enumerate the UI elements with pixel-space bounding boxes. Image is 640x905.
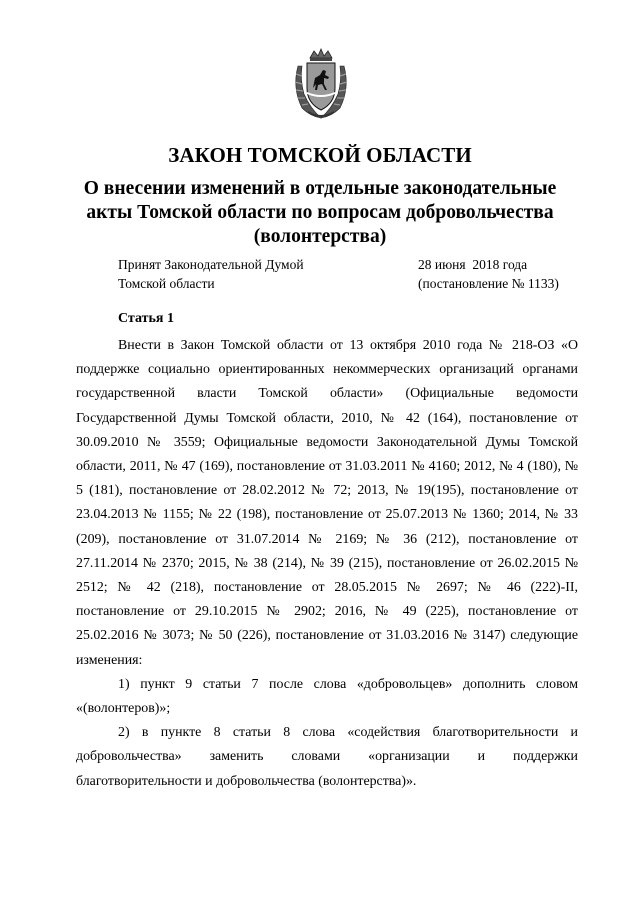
- subtitle-line: О внесении изменений в отдельные законодательные: [83, 178, 557, 199]
- article-item: 2) в пункте 8 статьи 8 слова «содействия благотворительности и добровольчества» заменить словами «организации и поддержки благотворительности и добровольчества (волонтерства)».: [76, 725, 578, 789]
- adopted-by-line: Принят Законодательной Думой: [118, 257, 304, 272]
- law-subtitle: [70, 177, 570, 249]
- article-heading: Статья 1: [118, 311, 174, 326]
- subtitle-line: акты Томской области по вопросам добровольчества: [86, 202, 554, 223]
- adoption-date: 28 июня 2018 года: [418, 257, 528, 272]
- article-paragraph: Внести в Закон Томской области от 13 октября 2010 года № 218-ОЗ «О поддержке социально ориентированных некоммерческих организаций органами государственной власти Томской области» (Официальные ведомости Государственной Думы Томской области, 2010, № 42 (164), постановление от 30.09.2010 № 3559; Официальные ведомости Законодательной Думы Томской области, 2011, № 47 (169), постановление от 31.03.2011 № 4160; 2012, № 4 (180), № 5 (181), постановление от 28.02.2012 № 72; 2013, № 19(195), постановление от 23.04.2013 № 1155; № 22 (198), постановление от 25.07.2013 № 1360; 2014, № 33 (209), постановление от 31.07.2014 № 2169; № 36 (212), постановление от 27.11.2014 № 2370; 2015, № 38 (214), № 39 (215), постановление от 26.02.2015 № 2512; № 42 (218), постановление от 28.05.2015 № 2697; № 46 (222)-II, постановление от 29.10.2015 № 2902; 2016, № 49 (225), постановление от 25.02.2016 № 3073; № 50 (226), постановление от 31.03.2016 № 3147) следующие изменения:: [76, 338, 578, 668]
- law-title: ЗАКОН ТОМСКОЙ ОБЛАСТИ: [168, 143, 472, 167]
- article-body: [76, 334, 578, 794]
- adopted-by: [118, 255, 304, 293]
- subtitle-line: (волонтерства): [253, 226, 387, 247]
- resolution-number: (постановление № 1133): [418, 276, 559, 291]
- article-item: 1) пункт 9 статьи 7 после слова «добровольцев» дополнить словом «(волонтеров)»;: [76, 676, 578, 717]
- adoption-date-block: [418, 255, 559, 293]
- adopted-by-line: Томской области: [118, 276, 215, 291]
- coat-of-arms-emblem: [290, 48, 352, 120]
